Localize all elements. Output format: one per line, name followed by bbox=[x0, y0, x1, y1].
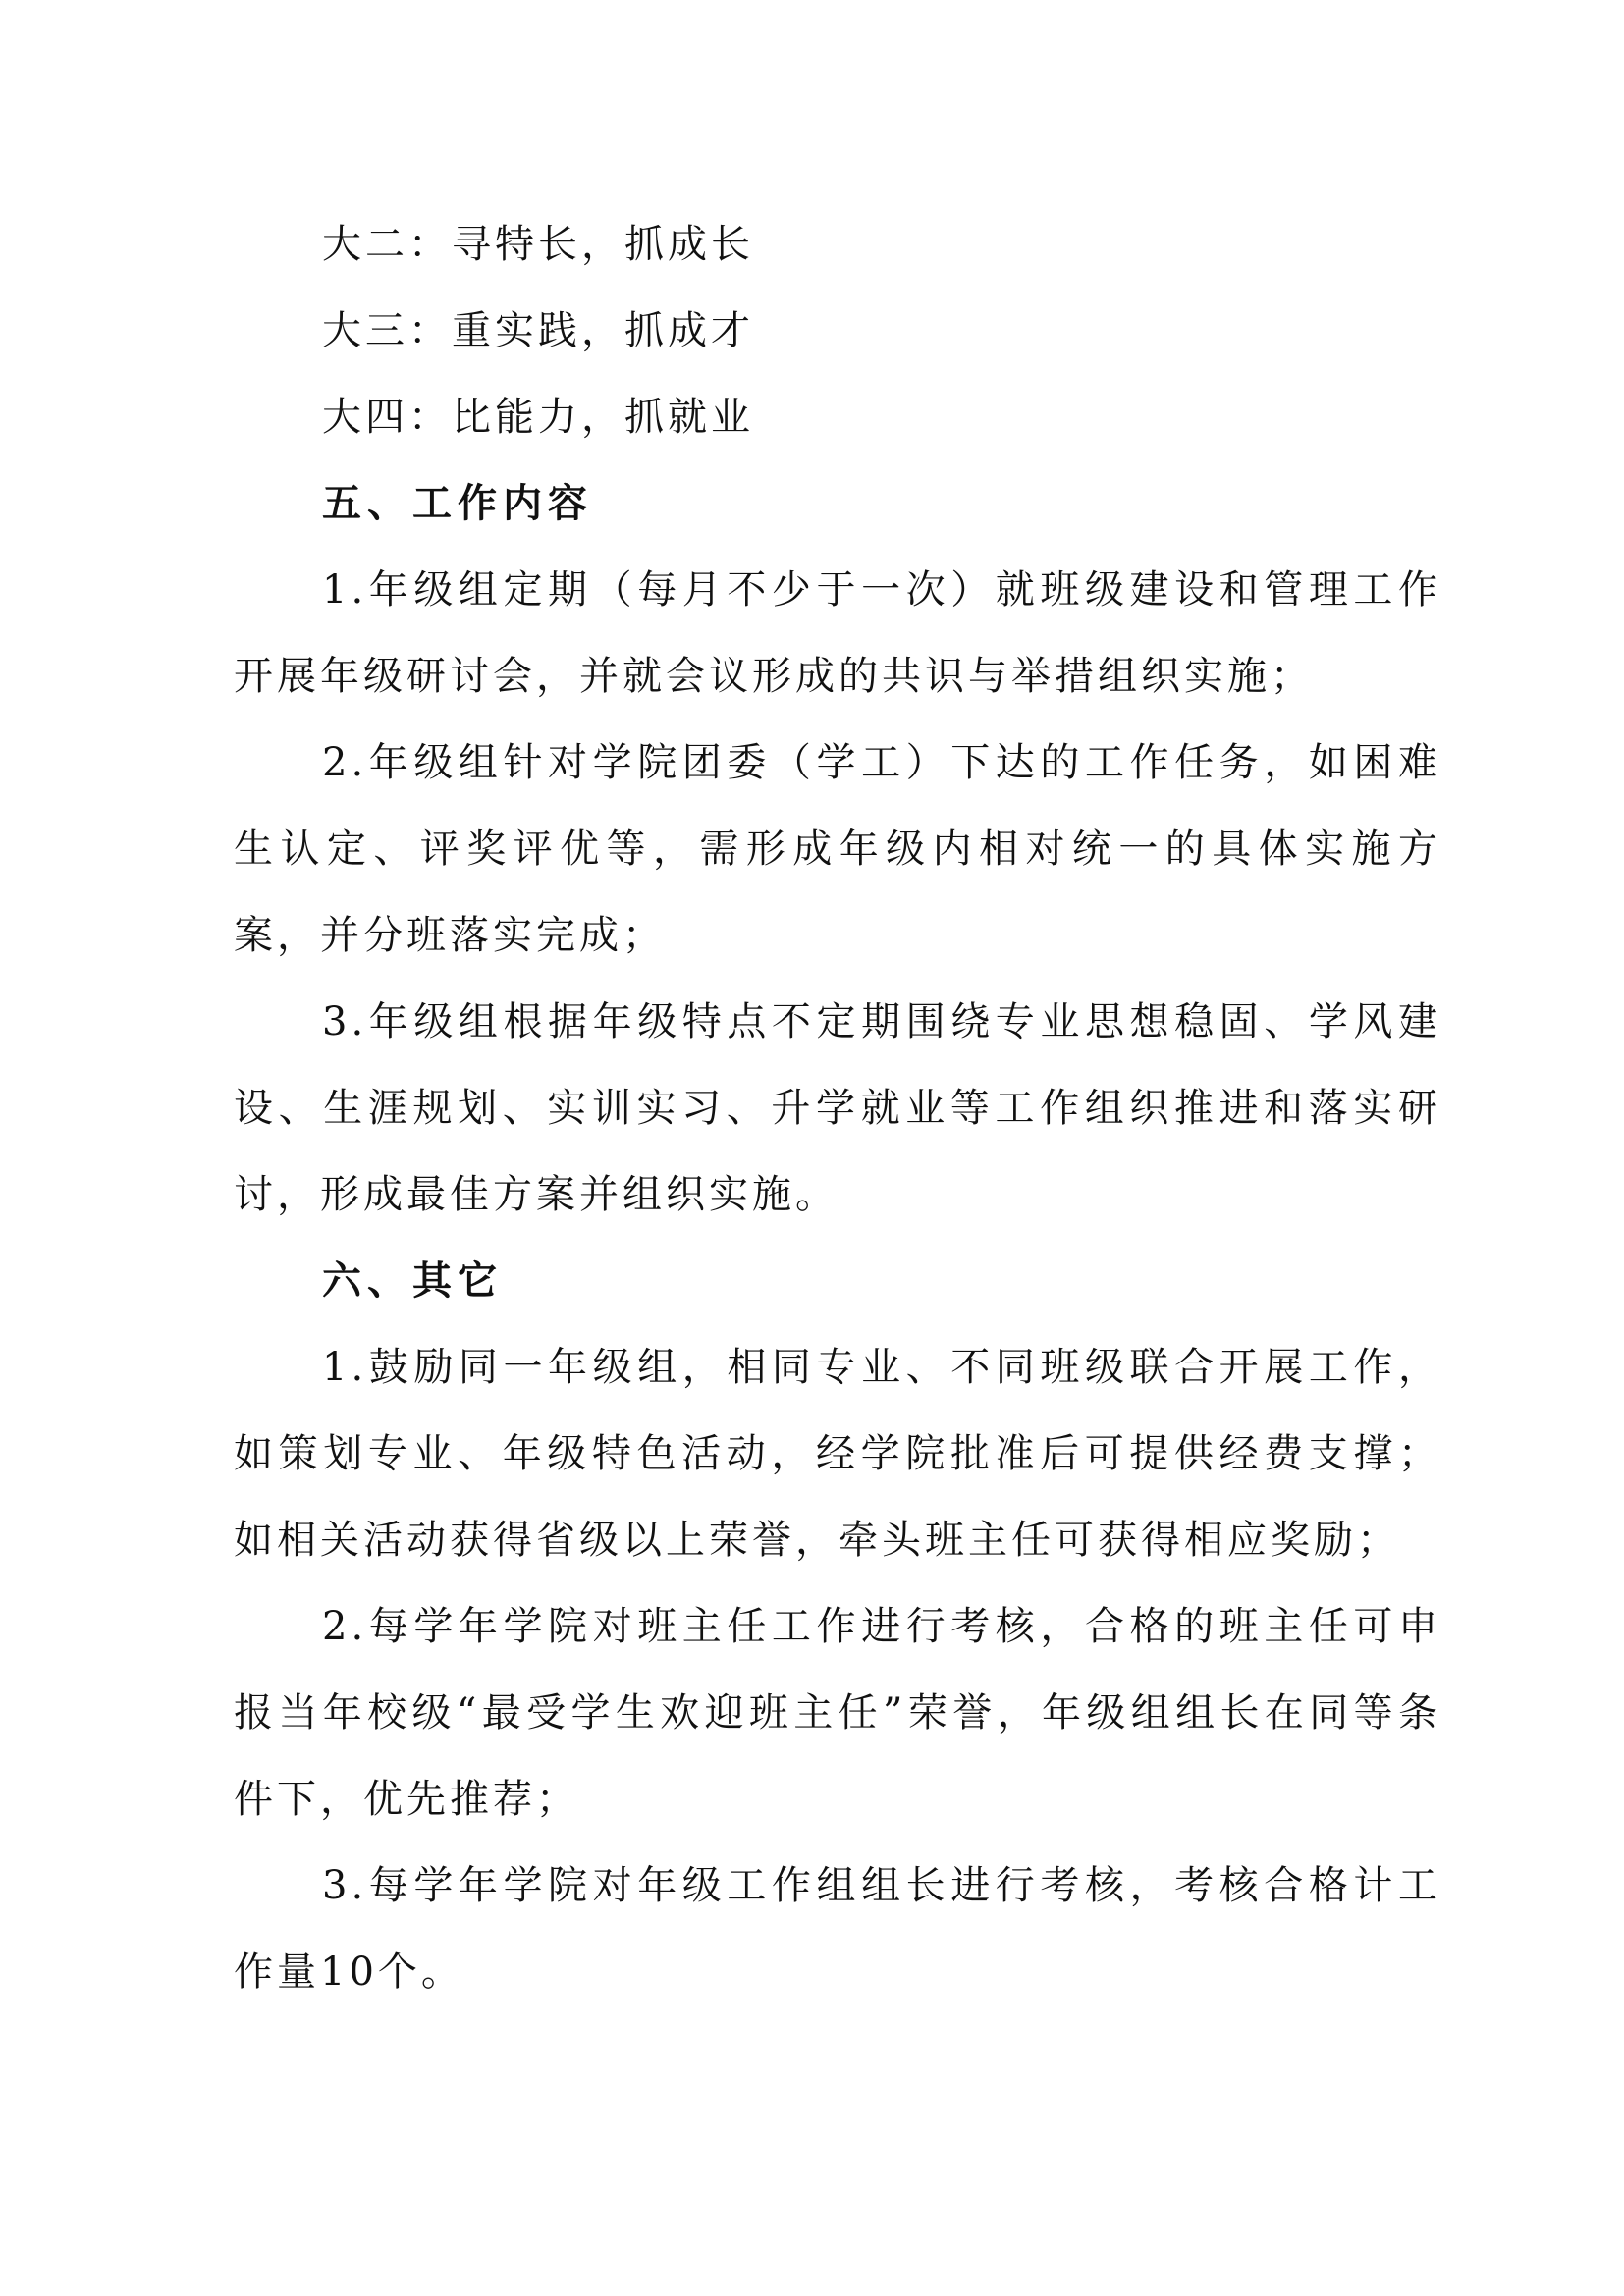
work-content-item-2: 2.年级组针对学院团委（学工）下达的工作任务，如困难生认定、评奖评优等，需形成年级内相对统一的具体实施方案，并分班落实完成； bbox=[234, 740, 1441, 958]
other-item-2: 2.每学年学院对班主任工作进行考核，合格的班主任可申报当年校级“最受学生欢迎班主任”荣誉，年级组组长在同等条件下，优先推荐； bbox=[234, 1604, 1441, 1822]
other-item-1: 1.鼓励同一年级组，相同专业、不同班级联合开展工作，如策划专业、年级特色活动，经学院批准后可提供经费支撑；如相关活动获得省级以上荣誉，牵头班主任可获得相应奖励； bbox=[234, 1345, 1441, 1563]
document-body bbox=[234, 201, 1441, 2015]
work-content-item-1: 1.年级组定期（每月不少于一次）就班级建设和管理工作开展年级研讨会，并就会议形成的共识与举措组织实施； bbox=[234, 567, 1441, 699]
goal-line-year4: 大四：比能力，抓就业 bbox=[322, 395, 754, 440]
work-content-item-3: 3.年级组根据年级特点不定期围绕专业思想稳固、学风建设、生涯规划、实训实习、升学就业等工作组织推进和落实研讨，形成最佳方案并组织实施。 bbox=[234, 999, 1441, 1217]
section-heading-other: 六、其它 bbox=[322, 1257, 503, 1304]
section-heading-work-content: 五、工作内容 bbox=[322, 480, 593, 526]
other-item-3: 3.每学年学院对年级工作组组长进行考核，考核合格计工作量10个。 bbox=[234, 1863, 1441, 1995]
goal-line-year2: 大二：寻特长，抓成长 bbox=[322, 222, 754, 267]
goal-line-year3: 大三：重实践，抓成才 bbox=[322, 308, 754, 353]
